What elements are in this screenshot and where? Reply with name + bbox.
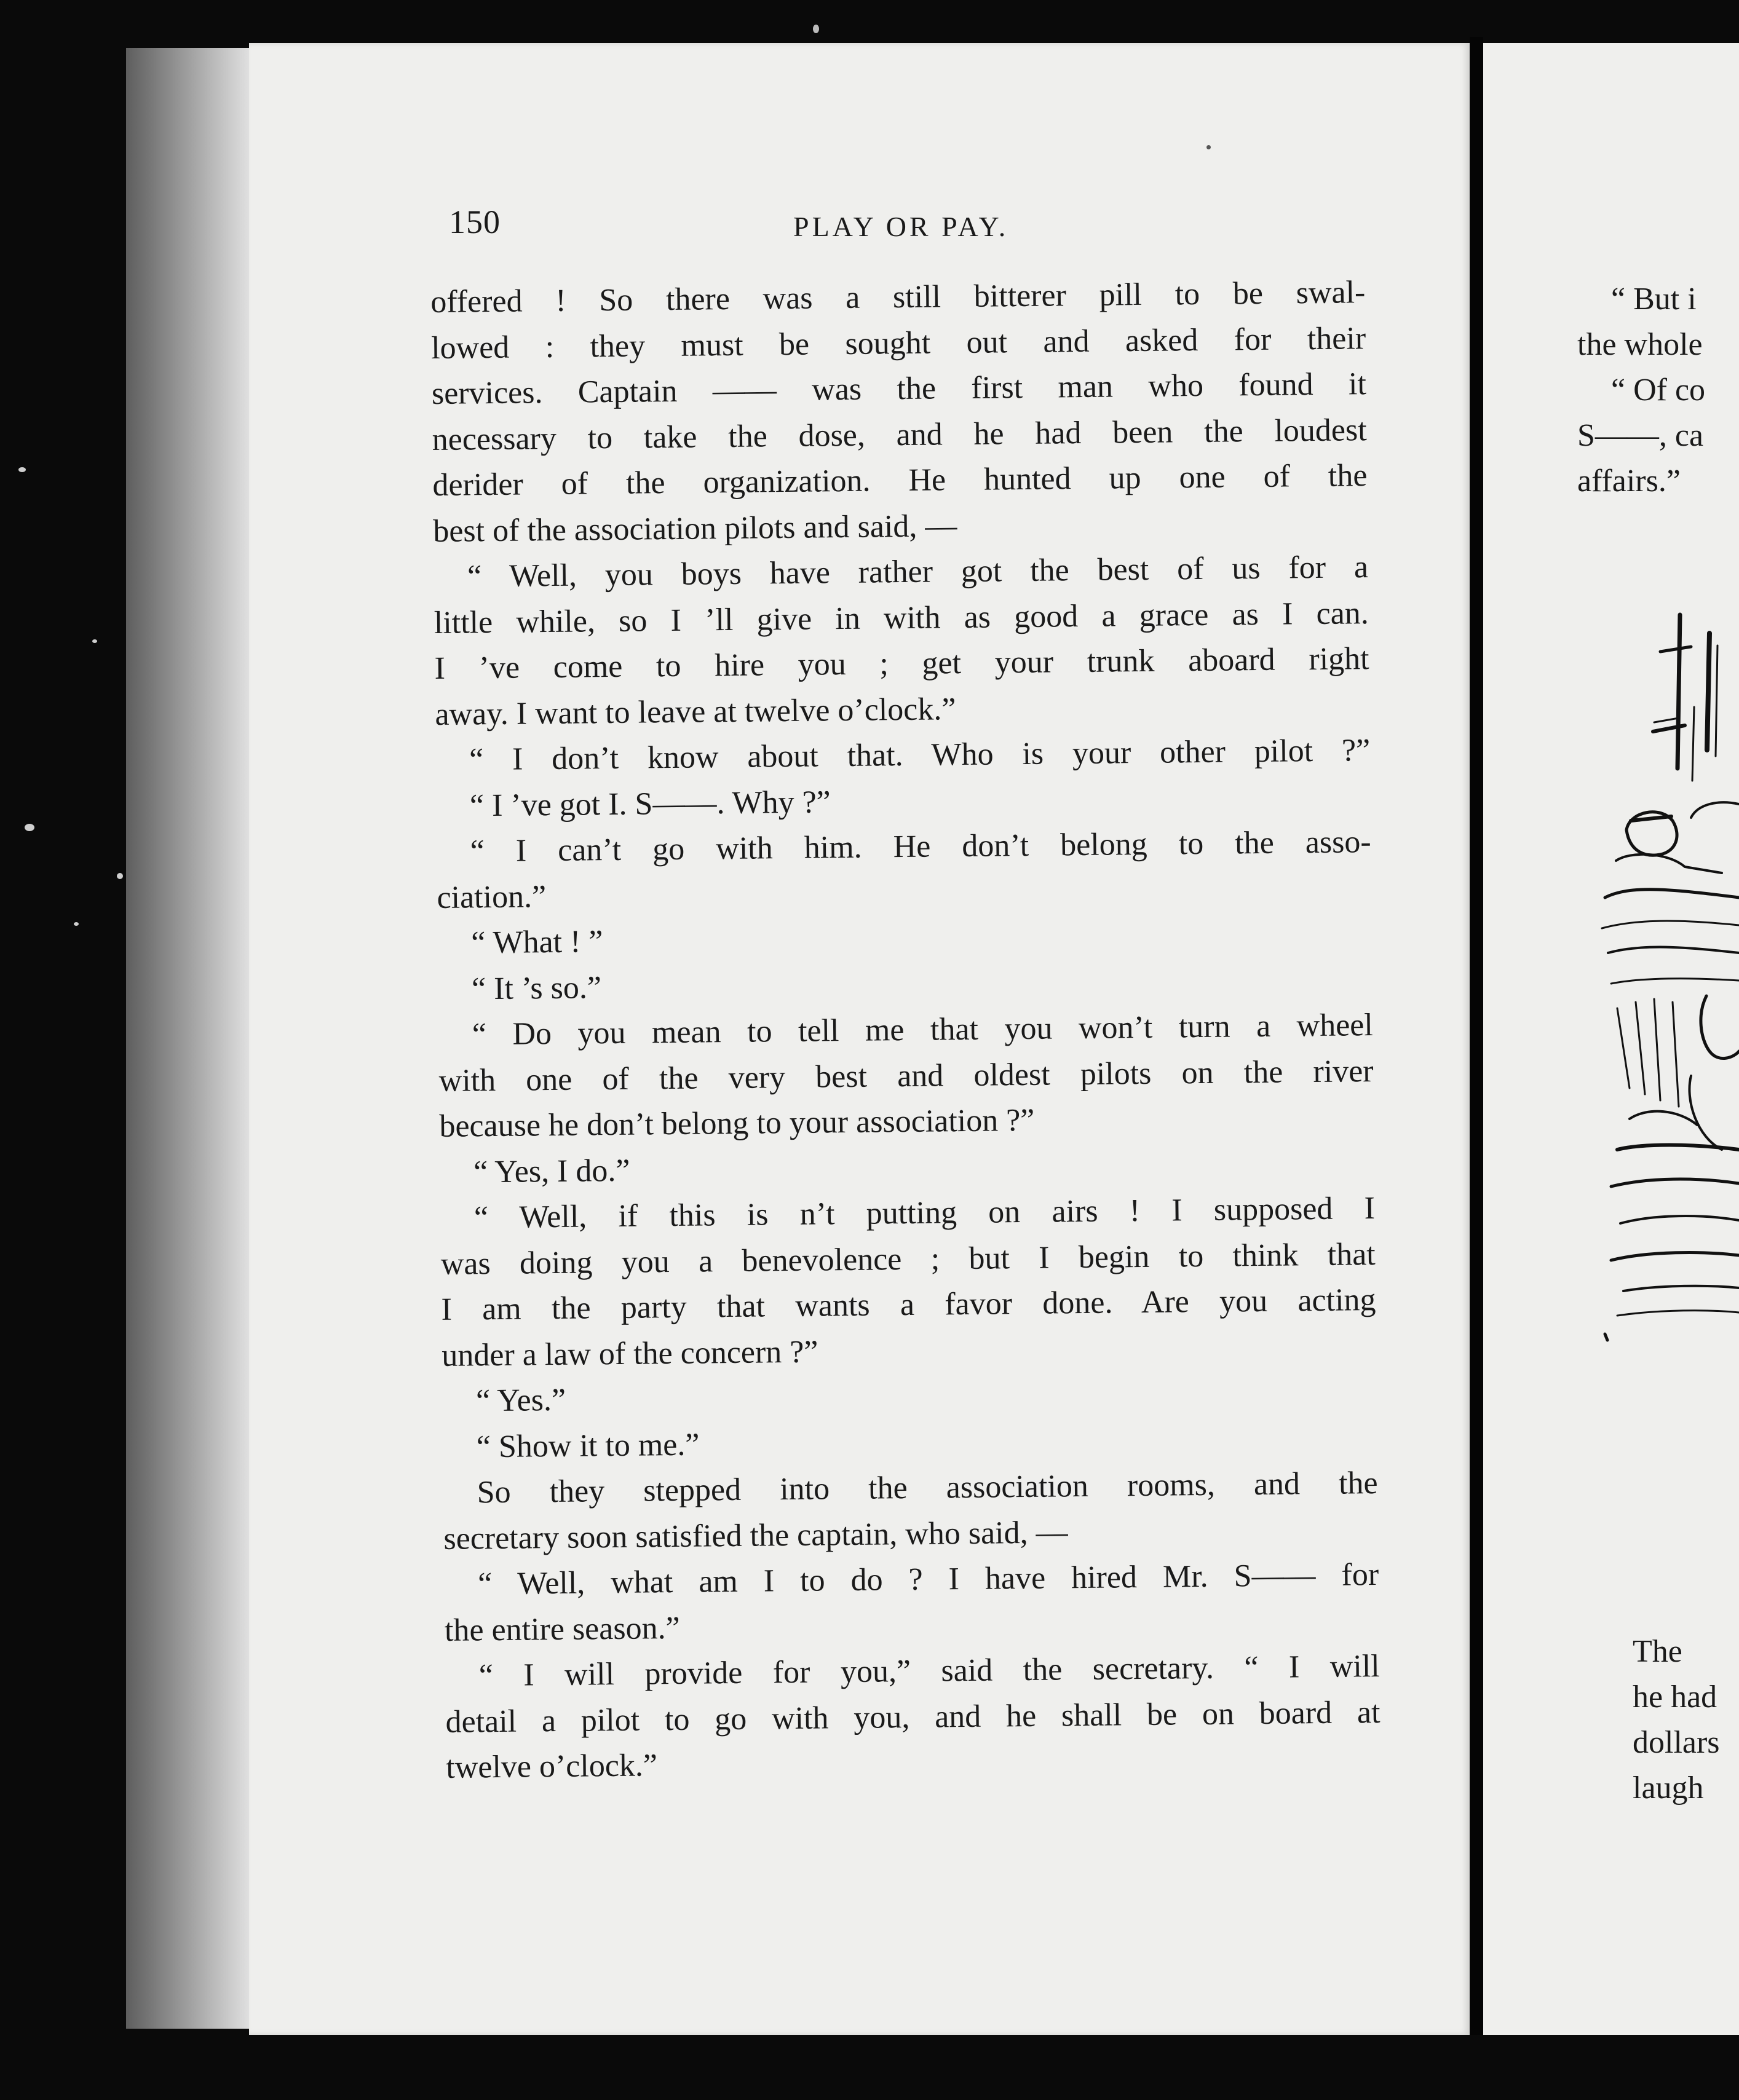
- text-line: was doing you a benevolence ; but I begin to think that: [440, 1236, 1376, 1282]
- text-line: offered ! So there was a still bitterer pill to be swal-: [430, 275, 1366, 320]
- speck: [92, 639, 97, 643]
- facing-text-line: dollars: [1633, 1725, 1720, 1760]
- text-line: “ I don’t know about that. Who is your other pilot ?”: [469, 733, 1371, 778]
- facing-text-line: “ Of co: [1611, 373, 1706, 408]
- body-text: [430, 270, 1381, 1791]
- text-line: little while, so I ’ll give in with as good a grace as I can.: [434, 595, 1369, 641]
- text-line: “ I will provide for you,” said the secretary. “ I will: [478, 1648, 1381, 1694]
- text-line: I ’ve come to hire you ; get your trunk aboard right: [434, 641, 1369, 686]
- text-line: “ Well, what am I to do ? I have hired Mr. S—— for: [477, 1557, 1379, 1602]
- page-edge-stack: [126, 48, 255, 2029]
- text-line: best of the association pilots and said, —: [432, 508, 957, 549]
- facing-page-illustration: [1593, 609, 1739, 1457]
- text-line: “ I can’t go with him. He don’t belong to the asso-: [470, 824, 1371, 869]
- speck: [1206, 145, 1211, 149]
- text-line: under a law of the concern ?”: [442, 1333, 818, 1373]
- book-gutter: [1470, 37, 1483, 2035]
- text-line: “ Yes.”: [475, 1382, 566, 1419]
- facing-text-line: he had: [1633, 1680, 1717, 1715]
- speck: [117, 873, 123, 879]
- text-line: “ Yes, I do.”: [473, 1153, 630, 1190]
- text-line: lowed : they must be sought out and asked for their: [430, 320, 1366, 366]
- text-line: because he don’t belong to your association ?”: [439, 1102, 1035, 1144]
- text-line: the entire season.”: [444, 1610, 680, 1648]
- text-line: services. Captain —— was the first man who found it: [431, 366, 1367, 411]
- facing-page-text-top: [1577, 277, 1739, 504]
- text-line: necessary to take the dose, and he had been the loudest: [432, 412, 1367, 457]
- text-line: So they stepped into the association rooms, and the: [477, 1465, 1378, 1510]
- text-line: detail a pilot to go with you, and he shall be on board at: [445, 1694, 1381, 1740]
- running-title: PLAY OR PAY.: [793, 211, 1009, 242]
- text-line: “ I ’ve got I. S——. Why ?”: [469, 784, 831, 823]
- speck: [25, 824, 34, 831]
- page-number: 150: [449, 203, 501, 240]
- text-line: derider of the organization. He hunted up one of the: [432, 458, 1368, 503]
- speck: [74, 922, 79, 926]
- facing-text-line: laugh: [1633, 1770, 1704, 1806]
- text-line: secretary soon satisfied the captain, who said, —: [443, 1514, 1068, 1557]
- facing-text-line: the whole: [1577, 327, 1703, 362]
- text-line: “ Do you mean to tell me that you won’t turn a wheel: [472, 1008, 1374, 1052]
- text-line: “ Well, you boys have rather got the best of us for a: [467, 550, 1369, 594]
- text-line: with one of the very best and oldest pilots on the river: [438, 1053, 1374, 1099]
- facing-text-line: S——, ca: [1577, 418, 1704, 453]
- facing-text-line: affairs.”: [1577, 464, 1681, 499]
- text-line: “ Well, if this is n’t putting on airs ! I supposed I: [473, 1191, 1376, 1236]
- facing-page-text-bottom: [1633, 1629, 1739, 1811]
- text-line: ciation.”: [437, 878, 547, 915]
- page-header: [449, 197, 1365, 252]
- facing-text-line: The: [1633, 1634, 1682, 1669]
- text-line: “ Show it to me.”: [476, 1427, 700, 1464]
- speck: [18, 467, 26, 472]
- text-line: twelve o’clock.”: [446, 1748, 658, 1785]
- speck: [813, 25, 819, 33]
- facing-text-line: “ But i: [1611, 282, 1697, 317]
- text-line: I am the party that wants a favor done. Are you acting: [441, 1282, 1376, 1327]
- text-line: “ It ’s so.”: [471, 969, 602, 1006]
- text-line: “ What ! ”: [471, 924, 603, 961]
- text-line: away. I want to leave at twelve o’clock.”: [435, 691, 956, 732]
